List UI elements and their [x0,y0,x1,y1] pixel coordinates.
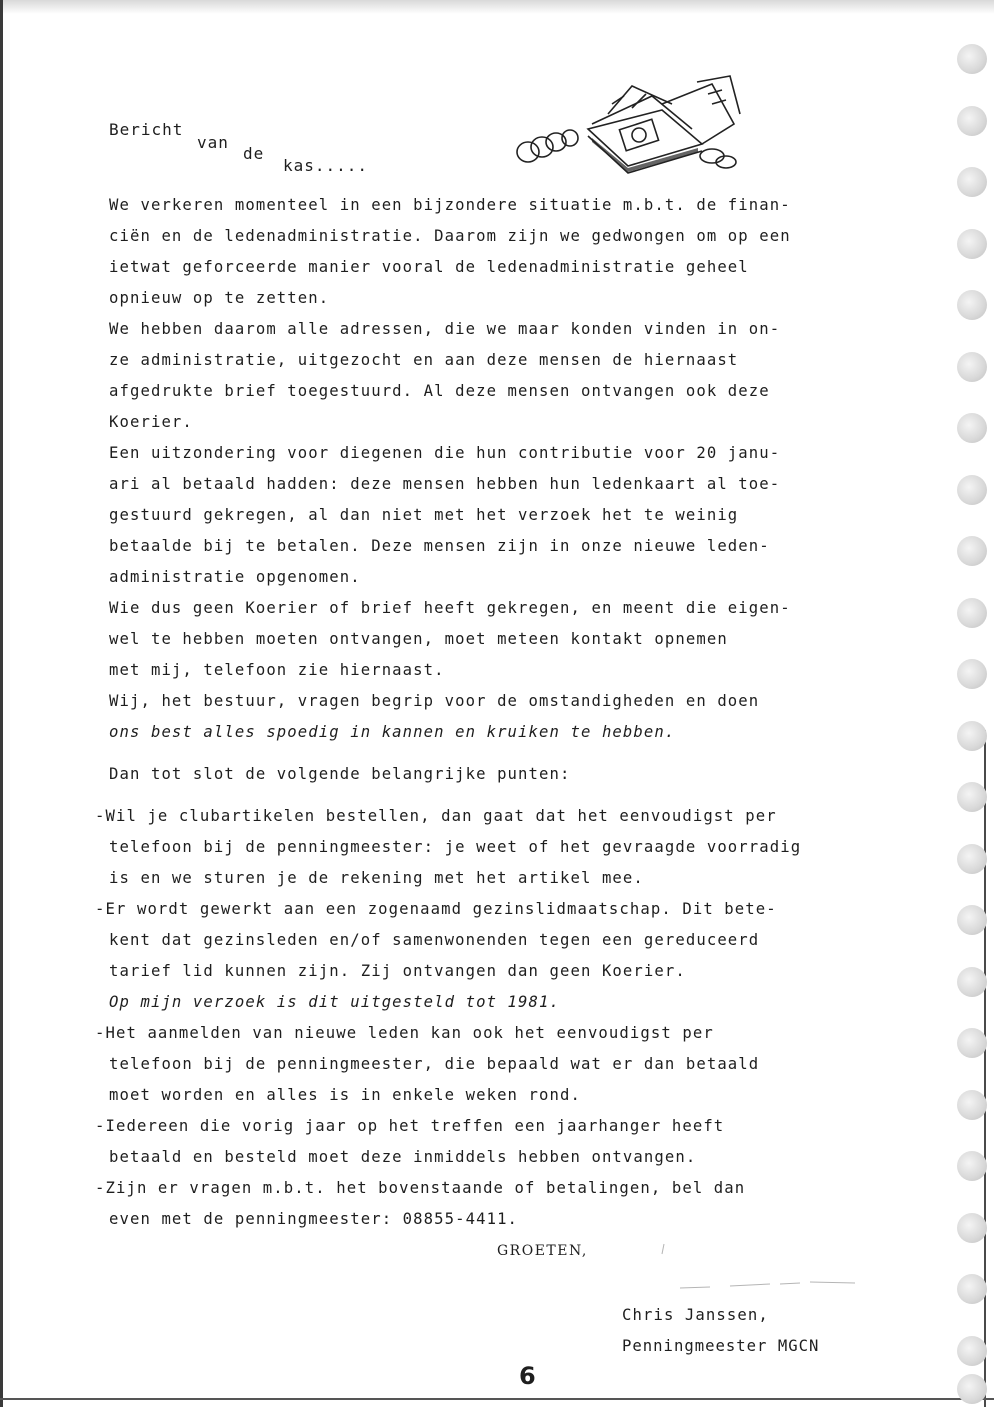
binder-hole [957,1090,987,1120]
binder-hole [957,536,987,566]
binder-hole [957,44,987,74]
binder-hole [957,352,987,382]
point-line: betaald en besteld moet deze inmiddels hebben ontvangen. [109,1148,697,1166]
paragraph-line: Koerier. [109,413,193,431]
point-line: -Zijn er vragen m.b.t. het bovenstaande of betalingen, bel dan [95,1179,746,1197]
page-left-edge [0,0,3,1407]
page-bottom-edge [0,1398,994,1400]
binder-hole [957,659,987,689]
paragraph-line: opnieuw op te zetten. [109,289,330,307]
point-line: telefoon bij de penningmeester: je weet of het gevraagde voorradig [109,838,802,856]
point-line: kent dat gezinsleden en/of samenwonenden tegen een gereduceerd [109,931,760,949]
binder-hole [957,475,987,505]
point-italic-line: Op mijn verzoek is dit uitgesteld tot 1981. [109,993,560,1011]
paragraph-line: ze administratie, uitgezocht en aan deze mensen de hiernaast [109,351,739,369]
closing-greeting: GROETEN, [497,1243,588,1259]
money-stack-icon [512,74,744,174]
heading-word-bericht: Bericht [109,120,184,139]
binder-hole [957,1213,987,1243]
point-line: -Er wordt gewerkt aan een zogenaamd gezinslidmaatschap. Dit bete- [95,900,777,918]
paragraph-line: wel te hebben moeten ontvangen, moet meteen kontakt opnemen [109,630,728,648]
point-line: -Iedereen die vorig jaar op het treffen een jaarhanger heeft [95,1117,725,1135]
binder-hole [957,167,987,197]
point-line: -Het aanmelden van nieuwe leden kan ook het eenvoudigst per [95,1024,714,1042]
paragraph-line: gestuurd gekregen, al dan niet met het verzoek het te weinig [109,506,739,524]
binder-hole [957,782,987,812]
binder-hole [957,1336,987,1366]
binder-hole [957,413,987,443]
paragraph-line: betaalde bij te betalen. Deze mensen zijn in onze nieuwe leden- [109,537,770,555]
binder-hole [957,229,987,259]
point-line: moet worden en alles is in enkele weken rond. [109,1086,581,1104]
point-line: -Wil je clubartikelen bestellen, dan gaat dat het eenvoudigst per [95,807,777,825]
binder-hole [957,1151,987,1181]
binder-hole [957,106,987,136]
paragraph-line: administratie opgenomen. [109,568,361,586]
paragraph-line: ari al betaald hadden: deze mensen hebben hun ledenkaart al toe- [109,475,781,493]
paragraph-line: ietwat geforceerde manier vooral de ledenadministratie geheel [109,258,749,276]
heading-word-de: de [243,144,265,163]
paragraph-line: Een uitzondering voor diegenen die hun contributie voor 20 janu- [109,444,781,462]
binder-hole [957,1374,987,1404]
paragraph-line: Wij, het bestuur, vragen begrip voor de omstandigheden en doen [109,692,760,710]
binder-holes [957,44,991,1404]
binder-hole [957,844,987,874]
paragraph-line: afgedrukte brief toegestuurd. Al deze mensen ontvangen ook deze [109,382,770,400]
signature-name: Chris Janssen, [622,1306,769,1324]
point-line: telefoon bij de penningmeester, die bepaald wat er dan betaald [109,1055,760,1073]
point-line: even met de penningmeester: 08855-4411. [109,1210,519,1228]
heading-word-van: van [197,133,229,152]
binder-hole [957,967,987,997]
paragraph-italic-line: ons best alles spoedig in kannen en kruiken te hebben. [109,723,676,741]
page-number: 6 [519,1362,536,1390]
binder-hole [957,905,987,935]
binder-hole [957,598,987,628]
binder-hole [957,1274,987,1304]
binder-hole [957,721,987,751]
article-body [95,190,939,1235]
point-line: tarief lid kunnen zijn. Zij ontvangen dan geen Koerier. [109,962,686,980]
faint-signature-marks [650,1240,870,1300]
paragraph-line: Wie dus geen Koerier of brief heeft gekregen, en meent die eigen- [109,599,791,617]
point-line: is en we sturen je de rekening met het artikel mee. [109,869,644,887]
paragraph-line: We hebben daarom alle adressen, die we maar konden vinden in on- [109,320,781,338]
heading-word-kas: kas..... [283,156,369,175]
signature-role: Penningmeester MGCN [622,1337,820,1355]
paragraph-line: We verkeren momenteel in een bijzondere situatie m.b.t. de finan- [109,196,791,214]
points-intro: Dan tot slot de volgende belangrijke punten: [109,765,571,783]
paragraph-line: met mij, telefoon zie hiernaast. [109,661,445,679]
paragraph-line: ciën en de ledenadministratie. Daarom zijn we gedwongen om op een [109,227,791,245]
page-top-shadow [0,0,994,14]
binder-hole [957,1028,987,1058]
binder-hole [957,290,987,320]
